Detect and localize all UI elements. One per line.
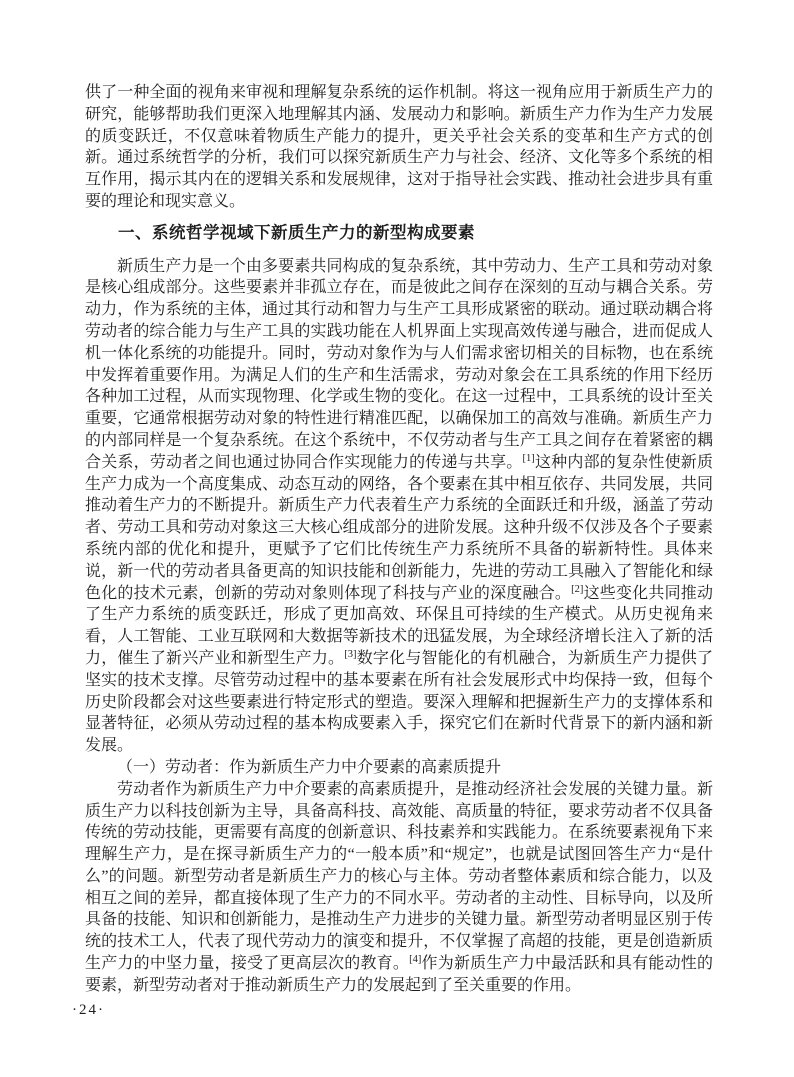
subsection-heading: （一）劳动者：作为新质生产力中介要素的高素质提升 xyxy=(117,758,502,776)
document-content xyxy=(72,82,713,1021)
paragraph: 新质生产力是一个由多要素共同构成的复杂系统，其中劳动力、生产工具和劳动对象是核心组成部分。这些要素并非孤立存在，而是彼此之间存在深刻的互动与耦合关系。劳动力，作为系统的主体，通过其行动和智力与生产工具形成紧密的联动。通过联动耦合将劳动者的综合能力与生产工具的实践功能在人机界面上实现高效传递与融合，进而促成人机一体化系统的功能提升。同时，劳动对象作为与人们需求密切相关的目标物，也在系统中发挥着重要作用。为满足人们的生产和生活需求，劳动对象会在工具系统的作用下经历各种加工过程，从而实现物理、化学或生物的变化。在这一过程中，工具系统的设计至关重要，它通常根据劳动对象的特性进行精准匹配，以确保加工的高效与准确。新质生产力的内部同样是一个复杂系统。在这个系统中，不仅劳动者与生产工具之间存在着紧密的耦合关系，劳动者之间也通过协同合作实现能力的传递与共享。[1]这种内部的复杂性使新质生产力成为一个高度集成、动态互动的网络，各个要素在其中相互依存、共同发展，共同推动着生产力的不断提升。新质生产力代表着生产力系统的全面跃迁和升级，涵盖了劳动者、劳动工具和劳动对象这三大核心组成部分的进阶发展。这种升级不仅涉及各个子要素系统内部的优化和提升，更赋予了它们比传统生产力系统所不具备的崭新特性。具体来说，新一代的劳动者具备更高的知识技能和创新能力，先进的劳动工具融入了智能化和绿色化的技术元素，创新的劳动对象则体现了科技与产业的深度融合。[2]这些变化共同推动了生产力系统的质变跃迁，形成了更加高效、环保且可持续的生产模式。从历史视角来看，人工智能、工业互联网和大数据等新技术的迅猛发展，为全球经济增长注入了新的活力，催生了新兴产业和新型生产力。[3]数字化与智能化的有机融合，为新质生产力提供了坚实的技术支撑。尽管劳动过程中的基本要素在所有社会发展形式中均保持一致，但每个历史阶段都会对这些要素进行特定形式的塑造。要深入理解和把握新生产力的支撑体系和显著特征，必须从劳动过程的基本构成要素入手，探究它们在新时代背景下的新内涵和新发展。 xyxy=(85,257,713,755)
paragraph: 供了一种全面的视角来审视和理解复杂系统的运作机制。将这一视角应用于新质生产力的研究，能够帮助我们更深入地理解其内涵、发展动力和影响。新质生产力作为生产力发展的质变跃迁，不仅意味着物质生产能力的提升，更关乎社会关系的变革和生产方式的创新。通过系统哲学的分析，我们可以探究新质生产力与社会、经济、文化等多个系统的相互作用，揭示其内在的逻辑关系和发展规律，这对于指导社会实践、推动社会进步具有重要的理论和现实意义。 xyxy=(85,84,713,210)
citation-marker: [1] xyxy=(522,452,535,464)
paragraph: 劳动者作为新质生产力中介要素的高素质提升，是推动经济社会发展的关键力量。新质生产力以科技创新为主导，具备高科技、高效能、高质量的特征，要求劳动者不仅具备传统的劳动技能，更需要有高度的创新意识、科技素养和实践能力。在系统要素视角下来理解生产力，是在探寻新质生产力的“一般本质”和“规定”，也就是试图回答生产力“是什么”的问题。新型劳动者是新质生产力的核心与主体。劳动者整体素质和综合能力，以及相互之间的差异，都直接体现了生产力的不同水平。劳动者的主动性、目标导向，以及所具备的技能、知识和创新能力，是推动生产力进步的关键力量。新型劳动者明显区别于传统的技术工人，代表了现代劳动力的演变和提升，不仅掌握了高超的技能，更是创造新质生产力的中坚力量，接受了更高层次的教育。[4]作为新质生产力中最活跃和具有能动性的要素，新型劳动者对于推动新质生产力的发展起到了至关重要的作用。 xyxy=(85,780,713,994)
citation-marker: [2] xyxy=(571,583,584,595)
citation-marker: [4] xyxy=(409,954,422,966)
citation-marker: [3] xyxy=(344,648,357,660)
section-heading: 一、系统哲学视域下新质生产力的新型构成要素 xyxy=(118,223,475,242)
paragraphs-container xyxy=(85,82,713,997)
page-number: ·24· xyxy=(72,1001,105,1018)
